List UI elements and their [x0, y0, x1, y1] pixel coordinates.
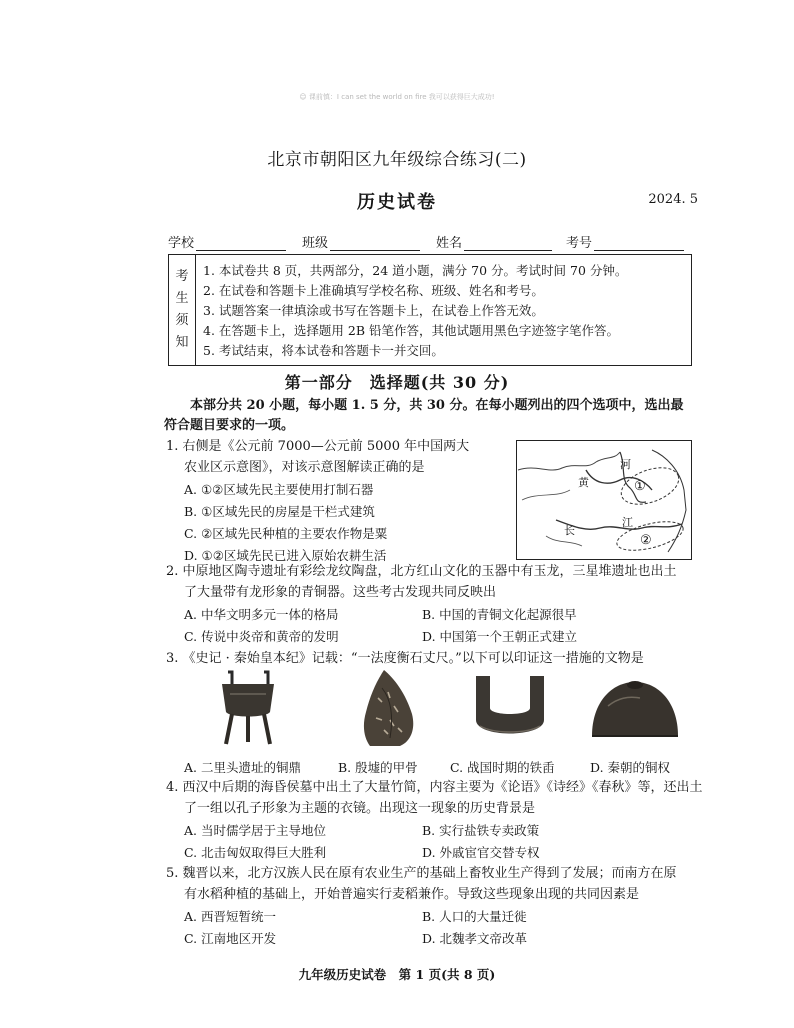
- notice-item: 2. 在试卷和答题卡上准确填写学校名称、班级、姓名和考号。: [203, 283, 544, 298]
- q2-option-d[interactable]: D. 中国第一个王朝正式建立: [422, 629, 578, 644]
- map-label-he: 河: [620, 458, 631, 471]
- bronze-weight-image: [588, 676, 682, 742]
- class-blank[interactable]: [330, 236, 420, 251]
- name-blank[interactable]: [464, 236, 552, 251]
- q5-option-a[interactable]: A. 西晋短暂统一: [184, 909, 276, 924]
- part1-title: 第一部分 选择题(共 30 分): [284, 373, 510, 392]
- exam-date: 2024. 5: [648, 192, 698, 207]
- notice-head-char: 须: [175, 313, 189, 328]
- name-field[interactable]: [436, 232, 552, 251]
- class-label: 班级: [302, 236, 329, 251]
- class-field[interactable]: [302, 232, 420, 251]
- question-stem-line: 2. 中原地区陶寺遗址有彩绘龙纹陶盘，北方红山文化的玉器中有玉龙，三星堆遗址也出土: [166, 564, 677, 579]
- q4-option-b[interactable]: B. 实行盐铁专卖政策: [422, 823, 540, 838]
- name-label: 姓名: [436, 236, 463, 251]
- q5-option-b[interactable]: B. 人口的大量迁徙: [422, 909, 527, 924]
- map-label-region-1: ①: [634, 479, 646, 494]
- bronze-ding-image: [218, 668, 278, 746]
- part1-intro: 本部分共 20 小题，每小题 1. 5 分，共 30 分。在每小题列出的四个选项中，选出最符合题目要求的一项。: [164, 398, 684, 433]
- notice-head-char: 考: [175, 269, 189, 284]
- q4-option-a[interactable]: A. 当时儒学居于主导地位: [184, 823, 326, 838]
- school-blank[interactable]: [196, 236, 286, 251]
- exam-no-field[interactable]: [566, 232, 684, 251]
- notice-list: [203, 261, 687, 361]
- student-info-row: [168, 232, 692, 252]
- exam-subtitle: 历史试卷: [357, 192, 437, 213]
- question-stem-line: 农业区示意图》，对该示意图解读正确的是: [184, 460, 425, 475]
- question-3: [166, 648, 644, 669]
- watermark-text: ☺ 课前慎：I can set the world on fire 我可以获得巨大成功!: [299, 93, 495, 101]
- question-stem-line: 1. 右侧是《公元前 7000—公元前 5000 年中国两大: [166, 439, 470, 454]
- notice-item: 4. 在答题卡上，选择题用 2B 铅笔作答，其他试题用黑色字迹签字笔作答。: [203, 323, 619, 338]
- q2-option-b[interactable]: B. 中国的青铜文化起源很早: [422, 607, 577, 622]
- question-stem-line: 5. 魏晋以来，北方汉族人民在原有农业生产的基础上畜牧业生产得到了发展；而南方在原: [166, 866, 677, 881]
- q5-option-d[interactable]: D. 北魏孝文帝改革: [422, 931, 528, 946]
- map-label-region-2: ②: [640, 533, 652, 548]
- exam-no-blank[interactable]: [594, 236, 684, 251]
- q3-option-c[interactable]: C. 战国时期的铁臿: [450, 760, 555, 775]
- notice-head-char: 知: [175, 335, 189, 350]
- question-4: [166, 777, 703, 819]
- q5-option-c[interactable]: C. 江南地区开发: [184, 931, 277, 946]
- notice-heading: [169, 255, 196, 365]
- question-stem-line: 有水稻种植的基础上，开始普遍实行麦稻兼作。导致这些现象出现的共同因素是: [184, 887, 640, 902]
- q1-option-d[interactable]: D. ①②区域先民已进入原始农耕生活: [184, 548, 387, 563]
- map-label-jiang: 江: [622, 516, 633, 529]
- notice-head-char: 生: [175, 291, 189, 306]
- q1-option-b[interactable]: B. ①区域先民的房屋是干栏式建筑: [184, 504, 375, 519]
- q2-option-c[interactable]: C. 传说中炎帝和黄帝的发明: [184, 629, 339, 644]
- question-stem-line: 4. 西汉中后期的海昏侯墓中出土了大量竹简，内容主要为《论语》《诗经》《春秋》等，还出土: [166, 780, 703, 795]
- question-stem-line: 了一组以孔子形象为主题的衣镜。出现这一现象的历史背景是: [184, 801, 536, 816]
- notice-item: 1. 本试卷共 8 页，共两部分，24 道小题，满分 70 分。考试时间 70 分钟。: [203, 263, 628, 278]
- school-label: 学校: [168, 236, 195, 251]
- q3-option-a[interactable]: A. 二里头遗址的铜鼎: [184, 760, 301, 775]
- question-2: [166, 561, 677, 603]
- question-stem-line: 了大量带有龙形象的青铜器。这些考古发现共同反映出: [184, 585, 497, 600]
- agriculture-region-map: [516, 440, 692, 560]
- exam-title: 北京市朝阳区九年级综合练习(二): [267, 150, 527, 170]
- question-1: [166, 436, 469, 478]
- q1-option-c[interactable]: C. ②区域先民种植的主要农作物是粟: [184, 526, 388, 541]
- map-label-chang: 长: [564, 524, 575, 537]
- notice-box: [168, 254, 692, 366]
- q2-option-a[interactable]: A. 中华文明多元一体的格局: [184, 607, 339, 622]
- q1-option-a[interactable]: A. ①②区域先民主要使用打制石器: [184, 482, 374, 497]
- oracle-bone-image: [360, 668, 416, 748]
- q4-option-c[interactable]: C. 北击匈奴取得巨大胜利: [184, 845, 327, 860]
- notice-item: 5. 考试结束，将本试卷和答题卡一并交回。: [203, 343, 444, 358]
- school-field[interactable]: [168, 232, 286, 251]
- question-5: [166, 863, 677, 905]
- page-footer: 九年级历史试卷 第 1 页(共 8 页): [298, 967, 496, 982]
- q4-option-d[interactable]: D. 外戚宦官交替专权: [422, 845, 540, 860]
- q3-option-b[interactable]: B. 殷墟的甲骨: [338, 760, 418, 775]
- question-stem-line: 3. 《史记 · 秦始皇本纪》记载：“一法度衡石丈尺。”以下可以印证这一措施的文物是: [166, 651, 644, 666]
- iron-spade-image: [470, 672, 550, 744]
- q3-option-d[interactable]: D. 秦朝的铜权: [590, 760, 671, 775]
- map-label-huang: 黄: [578, 476, 589, 489]
- notice-item: 3. 试题答案一律填涂或书写在答题卡上，在试卷上作答无效。: [203, 303, 544, 318]
- exam-no-label: 考号: [566, 236, 593, 251]
